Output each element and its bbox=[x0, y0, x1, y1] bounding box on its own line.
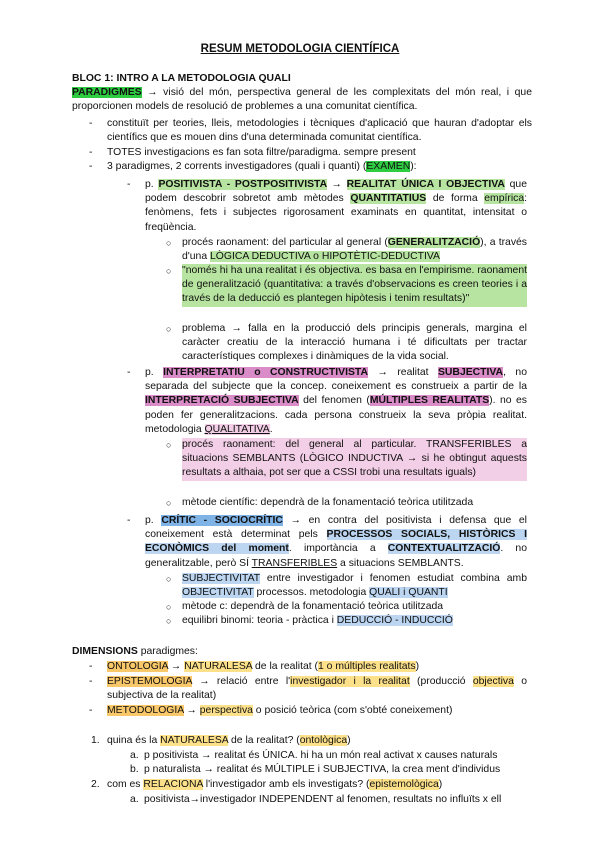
q2-e: ) bbox=[438, 779, 443, 790]
dim-epistemologia-term: EPISTEMOLOGIA bbox=[107, 676, 192, 687]
positivista-sub1: ○ procés raonament: del particular al general (GENERALITZACIÓ), a través d'una LÒGICA DEDUCTIVA o HIPOTÈTIC-DEDUCTIVA bbox=[166, 237, 527, 263]
q1a-letter: a. bbox=[130, 750, 139, 761]
q2-c: l'investigador amb els investigats? ( bbox=[202, 779, 370, 790]
dim-metodologia-b: perspectiva bbox=[199, 705, 253, 716]
critic-name: CRÍTIC - SOCIOCRÍTIC bbox=[161, 515, 283, 526]
document-title: RESUM METODOLOGIA CIENTÍFICA bbox=[200, 43, 400, 55]
interpretatiu-sub2: ○ mètode científic: dependrà de la fonamentació teòrica utilitzada bbox=[166, 497, 474, 508]
critic-sub1-c: OBJECTIVITAT bbox=[182, 587, 254, 599]
positivista-arrow: → bbox=[326, 179, 347, 190]
dim-metodologia-term: METODOLOGIA bbox=[107, 705, 184, 716]
interp-t2: , no separada del subjecte que la concep. coneixement es construeix a partir de la bbox=[145, 367, 527, 393]
interpretatiu-block: - p. INTERPRETATIU o CONSTRUCTIVISTA → realitat SUBJECTIVA, no separada del subjecte que la concep. coneixement es construeix a partir de la INTERPRETACIÓ SUBJECTIVA del fenomen (MÚLTIPLES REALITATS). no es poden fer generalitzacions. cada persona construeix la seva pròpia realitat. metodologia QUALITATIVA. bbox=[127, 367, 528, 435]
interp-t3: del fenomen ( bbox=[298, 395, 370, 407]
interp-subj: SUBJECTIVA bbox=[438, 367, 504, 378]
critic-sub2-text: mètode c: dependrà de la fonamentació teòrica utilitzada bbox=[182, 601, 444, 612]
critic-sub3-b: DEDUCCIÓ - INDUCCIÓ bbox=[336, 615, 453, 626]
interpretatiu-sub1: ○ procés raonament: del general al particular. TRANSFERIBLES a situacions SEMBLANTS (LÒGICO INDUCTIVA → si he obtingut aquests resultats a althaia, pot ser que a CSSI trobi una resultats iguals) bbox=[182, 438, 527, 481]
q2-a: com es bbox=[107, 779, 144, 790]
bloc-heading: BLOC 1: INTRO A LA METODOLOGIA QUALI bbox=[72, 73, 291, 84]
interp-qual: QUALITATIVA bbox=[204, 423, 270, 435]
critic-sub1-b: entre investigador i fenomen estudiat combina amb bbox=[259, 573, 527, 584]
pos-sub2-text: "només hi ha una realitat i és objectiva. es basa en l'empirisme. raonament de generalització (quantitativa: a través d'observacions es creen teories i a través de la deducció es plantegen hipòtesis i tenim resultats)" bbox=[182, 265, 527, 305]
critic-transf: TRANSFERIBLES bbox=[251, 557, 338, 569]
interp-interp: INTERPRETACIÓ SUBJECTIVA bbox=[145, 395, 299, 407]
q2-number: 2. bbox=[91, 779, 100, 790]
critic-sub1-e: QUALI i QUANTI bbox=[369, 587, 448, 599]
paradigmes-text: → visió del món, perspectiva general de les complexitats del món real, i que proporcionen models de resolució de problemes a una comunitat científica. bbox=[72, 87, 532, 113]
dimension-epistemologia: - EPISTEMOLOGIA → relació entre l'investigador i la realitat (producció objectiva o subjectiva de la realitat) bbox=[89, 676, 527, 702]
bullet-1-text: constituït per teories, lleis, metodologies i tècniques d'aplicació que hauran d'adoptar els científics que es mouen dins d'una determinada comunitat científica. bbox=[107, 118, 532, 144]
dim-ontologia-a: → bbox=[168, 661, 185, 672]
dimensions-heading bbox=[72, 645, 532, 659]
interp-sub1-text: procés raonament: del general al particular. TRANSFERIBLES a situacions SEMBLANTS (LÒGICO INDUCTIVA → si he obtingut aquests resultats a althaia, pot ser que a CSSI trobi una resultats iguals) bbox=[182, 439, 527, 479]
bullet-3: - 3 paradigmes, 2 corrents investigadores (quali i quanti) (EXAMEN): bbox=[89, 161, 417, 172]
dim-metodologia-c: o posició teòrica (com s'obté coneixement) bbox=[252, 705, 453, 716]
dim-ontologia-c: de la realitat ( bbox=[252, 661, 318, 672]
dim-ontologia-d: 1 o múltiples realitats bbox=[317, 661, 416, 672]
pos-sub1-gen: GENERALITZACIÓ bbox=[387, 237, 481, 248]
q1b-letter: b. bbox=[130, 764, 139, 775]
critic-t1: → en contra del positivista i defensa que el coneixement està determinat pels bbox=[145, 515, 527, 541]
q2-d: epistemològica bbox=[369, 779, 439, 790]
bullet-3-text: 3 paradigmes, 2 corrents investigadores (quali i quanti) ( bbox=[107, 161, 367, 172]
positivista-sub3: ○ problema → falla en la producció dels principis generals, margina el caràcter creatiu de la interacció humana i té dificultats per tractar característiques complexes i dinàmiques de la vida social. bbox=[166, 323, 527, 363]
dimension-metodologia: - METODOLOGIA → perspectiva o posició teòrica (com s'obté coneixement) bbox=[89, 705, 453, 716]
q1-c: de la realitat? ( bbox=[228, 735, 300, 746]
paradigmes-term: PARADIGMES bbox=[72, 87, 142, 98]
positivista-name: POSITIVISTA - POSTPOSITIVISTA bbox=[158, 179, 327, 190]
dimensions-term: DIMENSIONS bbox=[72, 646, 138, 657]
question-2 bbox=[91, 778, 527, 792]
q1-b: NATURALESA bbox=[160, 735, 229, 746]
critic-sub2: ○ mètode c: dependrà de la fonamentació teòrica utilitzada bbox=[166, 601, 444, 612]
interp-t5: . bbox=[269, 423, 273, 435]
dim-epistemologia-a: → relació entre l' bbox=[191, 676, 291, 687]
q2a-text: positivista→investigador INDEPENDENT al fenomen, resultats no influïts x ell bbox=[144, 794, 502, 805]
q1-e: ) bbox=[347, 735, 351, 746]
q1a-text: p positivista → realitat és ÚNICA. hi ha un món real activat x causes naturals bbox=[144, 750, 498, 761]
interp-mult: MÚLTIPLES REALITATS bbox=[369, 395, 490, 407]
q1-number: 1. bbox=[91, 735, 100, 746]
dim-epistemologia-d: objectiva bbox=[472, 676, 514, 687]
dim-ontologia-term: ONTOLOGIA bbox=[107, 661, 169, 672]
dim-epistemologia-e: o subjectiva de la realitat) bbox=[107, 676, 527, 702]
question-1 bbox=[91, 734, 527, 748]
critic-t3: . no generalitzable, però SÍ bbox=[145, 543, 527, 569]
dim-epistemologia-b: investigador i la realitat bbox=[290, 676, 410, 687]
positivista-t3: : fenòmens, fets i subjectes rigorosament examinats en quantitat, intensitat o freqüència. bbox=[145, 193, 527, 233]
positivista-emp: empírica bbox=[484, 193, 525, 205]
paradigmes-intro bbox=[72, 86, 532, 114]
critic-sub1-d: processos. metodologia bbox=[253, 587, 370, 599]
critic-proc: PROCESSOS SOCIALS, HISTÒRICS I ECONÒMICS del moment bbox=[145, 529, 527, 555]
question-2a bbox=[130, 793, 534, 807]
positivista-prefix: p. bbox=[145, 179, 159, 190]
q1b-text: p naturalista → realitat és MÚLTIPLE i SUBJECTIVA, la crea ment d'individus bbox=[144, 764, 501, 775]
positivista-t2: de forma bbox=[426, 193, 485, 205]
positivista-sub2: ○ "només hi ha una realitat i és objectiva. es basa en l'empirisme. raonament de generalització (quantitativa: a través d'observacions es creen teories i a través de la deducció es plantegen hipòtesis i tenim resultats)" bbox=[182, 264, 527, 307]
interp-t4: ). no es poden fer generalitzacions. cada persona construeix la seva pròpia realitat. metodologia bbox=[145, 395, 528, 435]
examen-close: ): bbox=[410, 161, 417, 172]
bullet-2: - TOTES investigacions es fan sota filtre/paradigma. sempre present bbox=[89, 147, 416, 158]
question-1a bbox=[130, 749, 534, 763]
critic-block: - p. CRÍTIC - SOCIOCRÍTIC → en contra del positivista i defensa que el coneixement està determinat pels PROCESSOS SOCIALS, HISTÒRICS I ECONÒMICS del moment. importància a CONTEXTUALITZACIÓ. no generalitzable, però SÍ TRANSFERIBLES a situacions SEMBLANTS. bbox=[127, 515, 527, 569]
interp-name: INTERPRETATIU o CONSTRUCTIVISTA bbox=[163, 367, 368, 378]
question-1b bbox=[130, 763, 534, 777]
interp-sub2-text: mètode científic: dependrà de la fonamentació teòrica utilitzada bbox=[182, 497, 474, 508]
critic-sub1: ○ SUBJECTIVITAT entre investigador i fenomen estudiat combina amb OBJECTIVITAT processos. metodologia QUALI i QUANTI bbox=[166, 573, 527, 599]
pos-sub1-b: ), a través d'una bbox=[182, 237, 527, 263]
positivista-quant: QUANTITATIUS bbox=[350, 193, 427, 205]
bullet-1: - constituït per teories, lleis, metodologies i tècniques d'aplicació que hauran d'adoptar els científics que es mouen dins d'una determinada comunitat científica. bbox=[89, 118, 532, 144]
interp-prefix: p. bbox=[145, 367, 164, 378]
dim-ontologia-b: NATURALESA bbox=[184, 661, 253, 672]
positivista-block: - p. POSITIVISTA - POSTPOSITIVISTA → REALITAT ÚNICA I OBJECTIVA que podem descobrir sobretot amb mètodes QUANTITATIUS de forma empírica: fenòmens, fets i subjectes rigorosament examinats en quantitat, intensitat o freqüència. bbox=[127, 179, 527, 233]
positivista-t1: que podem descobrir sobretot amb mètodes bbox=[145, 179, 527, 205]
pos-sub1-logic: LÒGICA DEDUCTIVA o HIPOTÈTIC-DEDUCTIVA bbox=[210, 251, 440, 263]
critic-t4: a situacions SEMBLANTS. bbox=[337, 557, 464, 569]
dim-epistemologia-c: (producció bbox=[409, 676, 473, 687]
critic-sub3-a: equilibri binomi: teoria - pràctica i bbox=[182, 615, 337, 626]
dimensions-rest: paradigmes: bbox=[137, 646, 198, 657]
critic-t2: . importància a bbox=[288, 543, 388, 555]
q1-a: quina és la bbox=[107, 735, 161, 746]
dimension-ontologia: - ONTOLOGIA → NATURALESA de la realitat (1 o múltiples realitats) bbox=[89, 661, 420, 672]
q1-d: ontològica bbox=[299, 735, 348, 746]
critic-prefix: p. bbox=[145, 515, 162, 526]
critic-sub3: ○ equilibri binomi: teoria - pràctica i DEDUCCIÓ - INDUCCIÓ bbox=[166, 615, 453, 626]
pos-sub1-a: procés raonament: del particular al general ( bbox=[182, 237, 388, 248]
dim-ontologia-e: ) bbox=[415, 661, 420, 672]
q2a-letter: a. bbox=[130, 794, 139, 805]
critic-context: CONTEXTUALITZACIÓ bbox=[387, 543, 501, 555]
pos-sub3-text: problema → falla en la producció dels principis generals, margina el caràcter creatiu de la interacció humana i té dificultats per tractar característiques complexes i dinàmiques de la vida social. bbox=[182, 323, 527, 363]
positivista-label: REALITAT ÚNICA I OBJECTIVA bbox=[346, 179, 505, 190]
q2-b: RELACIONA bbox=[143, 779, 203, 790]
bullet-2-text: TOTES investigacions es fan sota filtre/paradigma. sempre present bbox=[107, 147, 416, 158]
examen-tag: EXAMEN bbox=[366, 161, 411, 172]
dim-metodologia-a: → bbox=[183, 705, 200, 716]
interp-t1: → realitat bbox=[367, 367, 438, 378]
critic-sub1-a: SUBJECTIVITAT bbox=[182, 573, 260, 584]
